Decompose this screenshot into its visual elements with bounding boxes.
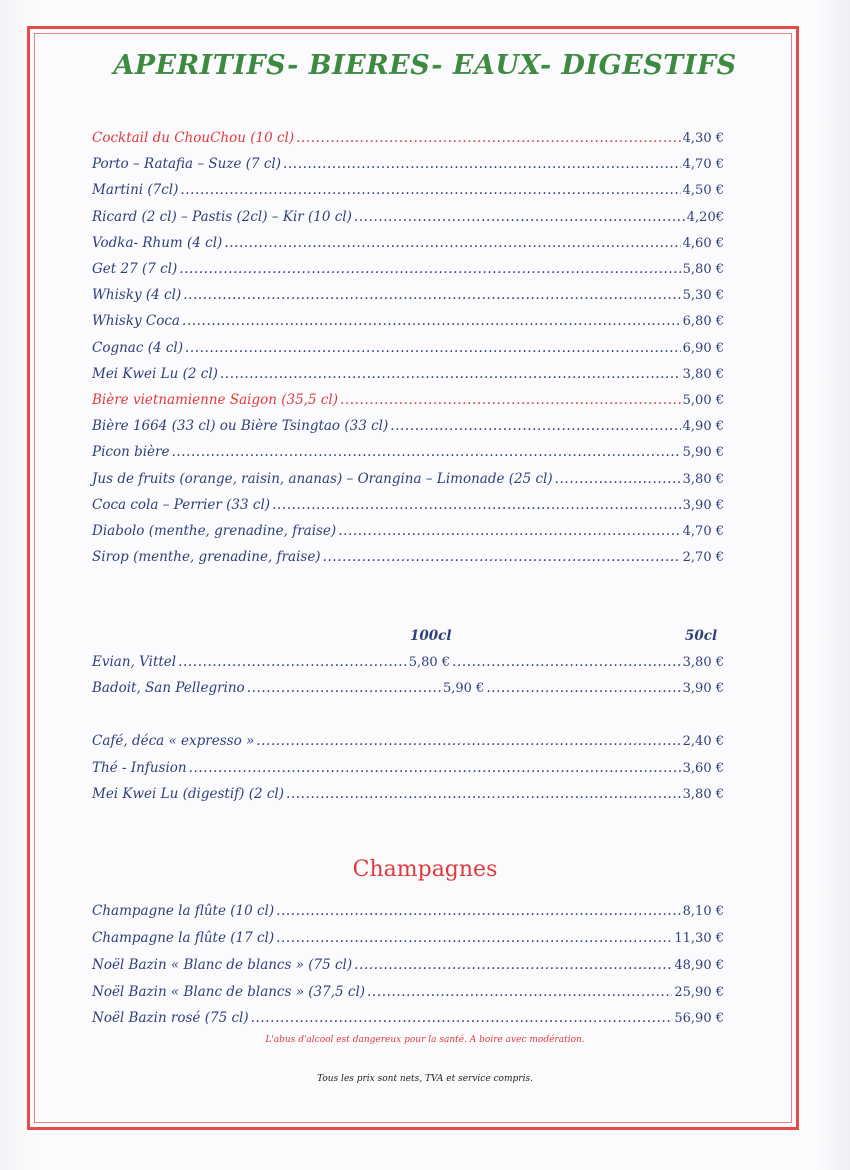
- item-name: Noël Bazin rosé (75 cl): [92, 1010, 249, 1026]
- leader-dots: [338, 523, 680, 539]
- champagne-item: [92, 1010, 724, 1032]
- item-price: 4,70 €: [682, 157, 724, 173]
- menu-item: [92, 444, 724, 466]
- item-price-50cl: 3,80 €: [682, 655, 724, 670]
- item-name: Get 27 (7 cl): [92, 261, 178, 277]
- champagnes-title: Champagnes: [352, 857, 498, 882]
- item-name: Bière 1664 (33 cl) ou Bière Tsingtao (33 cl): [92, 418, 389, 435]
- item-price: 5,00 €: [682, 393, 724, 408]
- menu-item: [92, 235, 724, 257]
- menu-item: [92, 549, 724, 571]
- leader-dots: [247, 680, 441, 696]
- item-name: Sirop (menthe, grenadine, fraise): [92, 549, 321, 566]
- leader-dots: [272, 497, 681, 513]
- digestif-item: [92, 760, 724, 782]
- item-name: Whisky (4 cl): [92, 287, 182, 304]
- menu-item: [92, 523, 724, 545]
- item-price: 2,40 €: [682, 734, 724, 749]
- header-50cl: 50cl: [685, 628, 718, 644]
- item-price: 8,10 €: [682, 904, 724, 919]
- item-name: Diabolo (menthe, grenadine, fraise): [92, 523, 337, 539]
- menu-item: [92, 471, 724, 493]
- item-price: 11,30 €: [674, 931, 724, 946]
- leader-dots: [220, 366, 681, 382]
- menu-item: [92, 209, 724, 231]
- menu-item: [92, 313, 724, 335]
- page-title: APERITIFS- BIERES- EAUX- DIGESTIFS: [113, 50, 737, 81]
- item-name: Jus de fruits (orange, raisin, ananas) – Orangina – Limonade (25 cl): [92, 470, 553, 487]
- item-price: 3,80 €: [682, 366, 724, 382]
- digestif-item: [92, 786, 724, 808]
- item-name: Cocktail du ChouChou (10 cl): [92, 130, 295, 146]
- item-price: 6,90 €: [682, 340, 724, 356]
- leader-dots: [286, 786, 681, 802]
- champagne-item: [92, 984, 724, 1006]
- item-name: Thé - Infusion: [92, 760, 187, 776]
- item-price: 4,50 €: [682, 183, 724, 199]
- leader-dots: [182, 313, 681, 329]
- item-price: 25,90 €: [674, 985, 724, 1000]
- item-name: Vodka- Rhum (4 cl): [92, 234, 223, 251]
- leader-dots: [276, 930, 672, 946]
- water-item: [92, 654, 724, 676]
- item-price: 3,60 €: [682, 761, 724, 776]
- leader-dots: [189, 760, 681, 776]
- menu-item: [92, 340, 724, 362]
- champagne-item: [92, 930, 724, 952]
- item-name: Ricard (2 cl) – Pastis (2cl) – Kir (10 cl): [92, 208, 352, 225]
- leader-dots: [171, 444, 680, 460]
- item-name: Noël Bazin « Blanc de blancs » (75 cl): [92, 957, 353, 973]
- leader-dots: [183, 287, 680, 303]
- item-price: 4,20€: [686, 209, 724, 225]
- menu-item: [92, 182, 724, 204]
- leader-dots: [486, 680, 680, 696]
- menu-item: [92, 497, 724, 519]
- leader-dots: [452, 654, 681, 670]
- item-name: Coca cola – Perrier (33 cl): [92, 496, 271, 513]
- leader-dots: [251, 1010, 673, 1026]
- item-name: Champagne la flûte (10 cl): [92, 903, 275, 919]
- item-price: 4,90 €: [682, 419, 724, 435]
- item-price: 5,80 €: [682, 262, 724, 277]
- item-price: 5,30 €: [682, 288, 724, 304]
- menu-item: [92, 366, 724, 388]
- water-item: [92, 680, 724, 702]
- item-price: 3,80 €: [682, 471, 724, 487]
- leader-dots: [256, 733, 680, 749]
- leader-dots: [555, 471, 681, 487]
- item-name: Martini (7cl): [92, 182, 179, 199]
- header-100cl: 100cl: [410, 628, 452, 644]
- item-price: 3,80 €: [682, 787, 724, 802]
- item-name: Café, déca « expresso »: [92, 733, 255, 749]
- item-name: Champagne la flûte (17 cl): [92, 930, 275, 946]
- item-price-100cl: 5,90 €: [442, 681, 485, 696]
- item-name: Whisky Coca: [92, 313, 180, 330]
- menu-item: [92, 130, 724, 152]
- menu-item: [92, 392, 724, 414]
- menu-item: [92, 156, 724, 178]
- leader-dots: [283, 156, 681, 172]
- leader-dots: [179, 261, 680, 277]
- leader-dots: [178, 654, 407, 670]
- alcohol-warning: L'abus d'alcool est dangereux pour la santé. A boire avec modération.: [265, 1035, 585, 1045]
- champagne-item: [92, 903, 724, 925]
- item-price: 5,90 €: [682, 445, 724, 461]
- item-price: 6,80 €: [682, 314, 724, 330]
- item-name: Mei Kwei Lu (2 cl): [92, 365, 218, 382]
- item-price: 2,70 €: [682, 550, 724, 566]
- item-price: 4,70 €: [682, 524, 724, 539]
- leader-dots: [296, 130, 681, 146]
- menu-item: [92, 418, 724, 440]
- champagne-item: [92, 957, 724, 979]
- item-name: Cognac (4 cl): [92, 339, 183, 356]
- item-name: Bière vietnamienne Saigon (35,5 cl): [92, 392, 338, 408]
- digestif-item: [92, 733, 724, 755]
- leader-dots: [180, 182, 680, 198]
- leader-dots: [390, 418, 680, 434]
- item-name: Porto – Ratafia – Suze (7 cl): [92, 156, 282, 173]
- leader-dots: [354, 209, 685, 225]
- leader-dots: [276, 903, 681, 919]
- leader-dots: [354, 957, 672, 973]
- leader-dots: [224, 235, 680, 251]
- item-name: Evian, Vittel: [92, 654, 177, 670]
- item-name: Noël Bazin « Blanc de blancs » (37,5 cl): [92, 984, 366, 1000]
- menu-item: [92, 261, 724, 283]
- item-name: Badoit, San Pellegrino: [92, 680, 245, 696]
- item-price: 4,30 €: [682, 131, 724, 146]
- leader-dots: [367, 984, 672, 1000]
- price-footer-note: Tous les prix sont nets, TVA et service compris.: [317, 1074, 533, 1084]
- item-price-50cl: 3,90 €: [682, 681, 724, 696]
- leader-dots: [340, 392, 681, 408]
- item-name: Mei Kwei Lu (digestif) (2 cl): [92, 786, 284, 802]
- item-price: 56,90 €: [674, 1011, 724, 1026]
- item-price: 4,60 €: [682, 235, 724, 251]
- item-price: 3,90 €: [682, 497, 724, 513]
- item-price-100cl: 5,80 €: [408, 655, 451, 670]
- item-name: Picon bière: [92, 444, 170, 461]
- leader-dots: [185, 340, 681, 356]
- menu-item: [92, 287, 724, 309]
- leader-dots: [323, 549, 681, 565]
- item-price: 48,90 €: [674, 958, 724, 973]
